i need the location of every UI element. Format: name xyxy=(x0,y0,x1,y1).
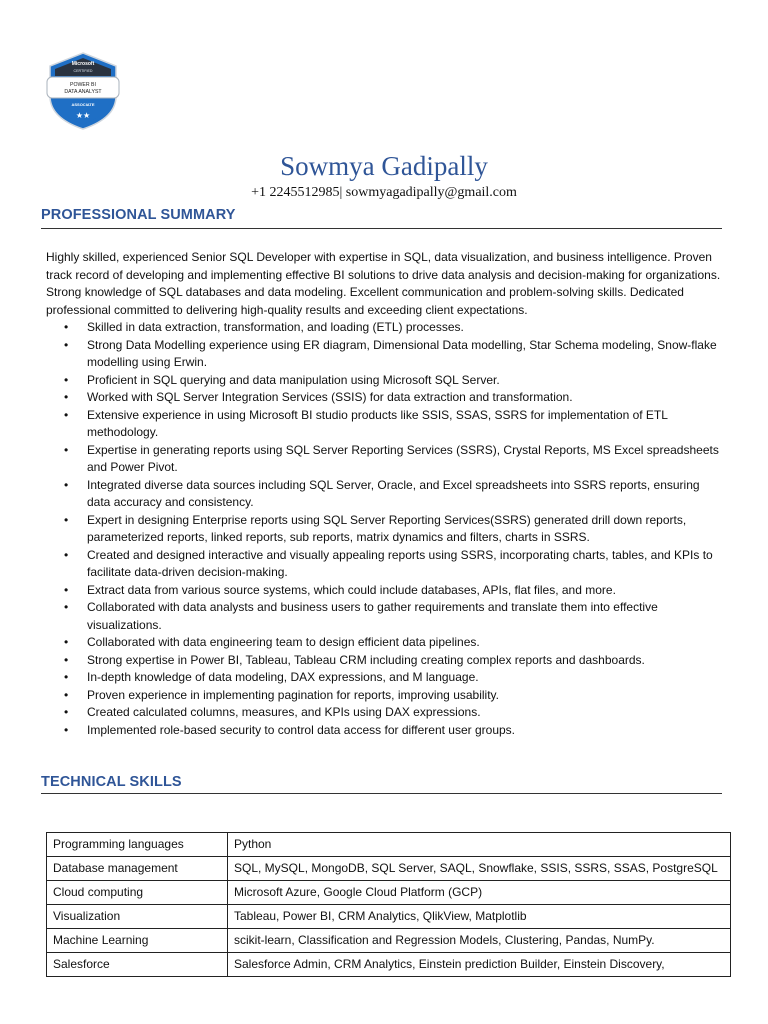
bullet-glyph: • xyxy=(64,512,69,527)
bullet-item: • Created calculated columns, measures, and KPIs using DAX expressions. xyxy=(46,704,726,722)
section-divider xyxy=(41,793,722,794)
bullet-glyph: • xyxy=(64,722,69,737)
bullet-item: • Skilled in data extraction, transformation, and loading (ETL) processes. xyxy=(46,319,726,337)
bullet-item: • Collaborated with data analysts and business users to gather requirements and translate them into effective visualizations. xyxy=(64,600,658,632)
bullet-item: • Worked with SQL Server Integration Services (SSIS) for data extraction and transformation. xyxy=(46,389,726,407)
table-row xyxy=(47,905,731,929)
section-title-professional-summary: PROFESSIONAL SUMMARY xyxy=(41,207,236,223)
skill-value: scikit-learn, Classification and Regression Models, Clustering, Pandas, NumPy. xyxy=(228,929,731,953)
bullet-glyph: • xyxy=(64,547,69,562)
bullet-item: • Extensive experience in using Microsoft BI studio products like SSIS, SSAS, SSRS for implementation of ETL methodology. xyxy=(64,407,668,439)
bullet-glyph: • xyxy=(64,582,69,597)
bullet-glyph: • xyxy=(64,442,69,457)
bullet-item: • Strong expertise in Power BI, Tableau, Tableau CRM including creating complex reports and dashboards. xyxy=(46,652,726,670)
bullet-glyph: • xyxy=(64,337,69,352)
section-divider xyxy=(41,228,722,229)
bullet-item: • Proven experience in implementing pagination for reports, improving usability. xyxy=(46,687,726,705)
skill-value: SQL, MySQL, MongoDB, SQL Server, SAQL, Snowflake, SSIS, SSRS, SSAS, PostgreSQL xyxy=(228,857,731,881)
bullet-glyph: • xyxy=(64,652,69,667)
badge-line1: POWER BI xyxy=(70,82,96,88)
table-row xyxy=(47,833,731,857)
skill-value: Python xyxy=(228,833,731,857)
bullet-glyph: • xyxy=(64,600,69,614)
bullet-item: • Expert in designing Enterprise reports using SQL Server Reporting Services(SSRS) generated drill down reports, parameterized reports, linked reports, sub reports, matrix dynamics and filters, charts in SSRS. xyxy=(64,512,687,544)
badge-brand: Microsoft xyxy=(71,61,95,67)
bullet-glyph: • xyxy=(64,705,69,719)
bullet-glyph: • xyxy=(64,320,69,334)
contact-line: +1 2245512985| sowmyagadipally@gmail.com xyxy=(251,185,517,200)
certification-badge xyxy=(46,52,120,130)
bullet-item: • In-depth knowledge of data modeling, DAX expressions, and M language. xyxy=(46,669,726,687)
skill-category: Machine Learning xyxy=(47,929,228,953)
bullet-item: • Implemented role-based security to control data access for different user groups. xyxy=(46,722,726,740)
summary-paragraph: Highly skilled, experienced Senior SQL Developer with expertise in SQL, data visualization, and business intelligence. Proven track record of developing and implementing effective BI solutions to drive data analysis and decision-making for organizations. Strong knowledge of SQL databases and data modeling. Excellent communication and problem-solving skills. Dedicated professional committed to delivering high-quality results and exceeding client expectations. xyxy=(46,250,721,317)
skill-value: Tableau, Power BI, CRM Analytics, QlikView, Matplotlib xyxy=(228,905,731,929)
candidate-name: Sowmya Gadipally xyxy=(280,151,488,181)
bullet-item: • Proficient in SQL querying and data manipulation using Microsoft SQL Server. xyxy=(46,372,726,390)
summary-bullet-list xyxy=(46,319,726,739)
table-row xyxy=(47,929,731,953)
bullet-item: • Integrated diverse data sources including SQL Server, Oracle, and Excel spreadsheets into SSRS reports, ensuring data accuracy and consistency. xyxy=(64,477,700,509)
badge-line2: DATA ANALYST xyxy=(64,89,102,95)
bullet-item: • Expertise in generating reports using SQL Server Reporting Services (SSRS), Crystal Reports, MS Excel spreadsheets and Power Pivot. xyxy=(64,442,719,474)
bullet-glyph: • xyxy=(64,372,69,387)
section-title-technical-skills: TECHNICAL SKILLS xyxy=(41,774,182,790)
table-row xyxy=(47,953,731,977)
skill-category: Visualization xyxy=(47,905,228,929)
bullet-glyph: • xyxy=(64,635,69,649)
bullet-item: • Collaborated with data engineering team to design efficient data pipelines. xyxy=(46,634,726,652)
bullet-glyph: • xyxy=(64,670,69,684)
skill-category: Programming languages xyxy=(47,833,228,857)
bullet-glyph: • xyxy=(64,477,69,492)
table-row xyxy=(47,857,731,881)
skill-category: Salesforce xyxy=(47,953,228,977)
skill-value: Microsoft Azure, Google Cloud Platform (GCP) xyxy=(228,881,731,905)
skill-value: Salesforce Admin, CRM Analytics, Einstein prediction Builder, Einstein Discovery, xyxy=(228,953,731,977)
table-row xyxy=(47,881,731,905)
badge-level: ASSOCIATE xyxy=(71,102,95,107)
bullet-item: • Strong Data Modelling experience using ER diagram, Dimensional Data modelling, Star Schema modeling, Snow-flake modelling using Erwin. xyxy=(64,337,717,369)
badge-stars-icon: ★★ xyxy=(75,111,91,120)
skill-category: Cloud computing xyxy=(47,881,228,905)
bullet-glyph: • xyxy=(64,407,69,422)
technical-skills-table xyxy=(46,832,731,977)
bullet-glyph: • xyxy=(64,687,69,702)
bullet-item: • Extract data from various source systems, which could include databases, APIs, flat files, and more. xyxy=(46,582,726,600)
bullet-item: • Created and designed interactive and visually appealing reports using SSRS, incorporating charts, tables, and KPIs to facilitate data-driven decision-making. xyxy=(64,547,713,579)
badge-certified: CERTIFIED xyxy=(73,69,93,73)
skill-category: Database management xyxy=(47,857,228,881)
bullet-glyph: • xyxy=(64,390,69,404)
professional-summary xyxy=(46,249,726,739)
